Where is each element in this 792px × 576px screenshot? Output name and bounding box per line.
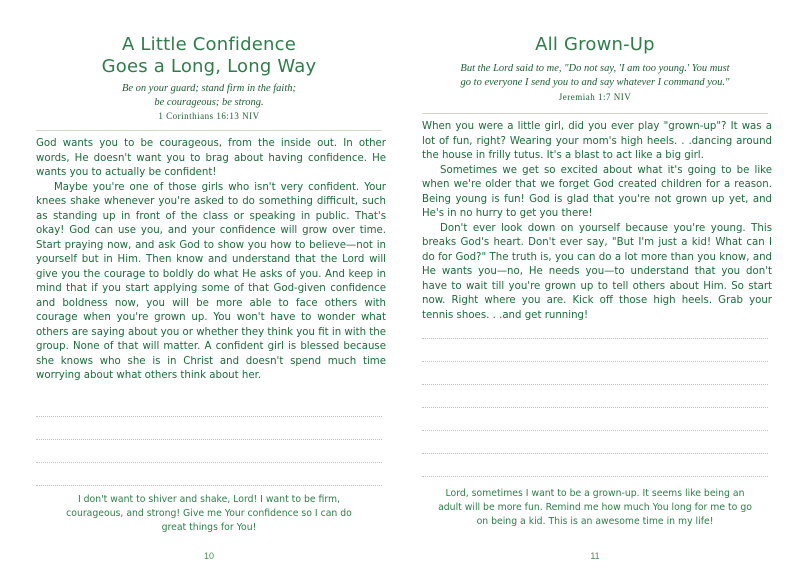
journal-lines[interactable]: [422, 316, 768, 477]
left-page: [26, 0, 392, 576]
page-number: 11: [590, 551, 600, 561]
journal-line[interactable]: [36, 440, 382, 463]
right-page: [412, 0, 778, 576]
scripture-verse: [412, 62, 778, 90]
verse-line-1: But the Lord said to me, "Do not say, 'I am too young.' You must: [460, 63, 730, 74]
paragraph: When you were a little girl, did you ever play "grown-up"? It was a lot of fun, right? Wearing your mom's high heels. . .dancing around the house in frilly tutus. It's a blast to act like a big girl.: [422, 121, 772, 161]
scripture-verse: [26, 82, 392, 110]
page-title: All Grown-Up: [535, 34, 655, 55]
page-title: [26, 34, 392, 78]
verse-line-1: Be on your guard; stand firm in the faith;: [121, 83, 296, 94]
journal-line[interactable]: [422, 385, 768, 408]
journal-line[interactable]: [422, 408, 768, 431]
journal-line[interactable]: [422, 316, 768, 339]
journal-line[interactable]: [422, 431, 768, 454]
scripture-reference: 1 Corinthians 16:13 NIV: [158, 111, 260, 121]
journal-line[interactable]: [422, 339, 768, 362]
title-line-2: Goes a Long, Long Way: [101, 56, 317, 77]
paragraph: Don't ever look down on yourself because you're young. This breaks God's heart. Don't ever say, "But I'm just a kid! What can I do for God?" The truth is, you can do a lot more than you know, and He wants you—no, He needs you—to understand that you don't have to wait till you're grown up to tell others about Him. So start now. Right where you are. Kick off those high heels. Grab your tennis shoes. . .and get running!: [422, 222, 772, 321]
devotional-text: [422, 120, 772, 323]
scripture-reference: Jeremiah 1:7 NIV: [558, 92, 632, 102]
divider: [36, 130, 382, 131]
paragraph: God wants you to be courageous, from the inside out. In other words, He doesn't want you to brag about having confidence. He wants you to actually be confident!: [36, 138, 386, 178]
verse-line-2: go to everyone I send you to and say whatever I command you.": [460, 77, 730, 88]
divider: [422, 113, 768, 114]
prayer-text: Lord, sometimes I want to be a grown-up. It seems like being an adult will be more fun. Remind me how much You long for me to go on being a kid. This is an awesome time in my life!: [438, 488, 752, 527]
page-number: 10: [203, 551, 214, 561]
title-line-1: A Little Confidence: [122, 34, 296, 55]
paragraph: Sometimes we get so excited about what it's going to be like when we're older that we forget God created children for a reason. Being young is fun! God is glad that you're not grown up yet, and He's in no hurry to get you there!: [422, 164, 772, 219]
journal-line[interactable]: [36, 394, 382, 417]
verse-line-2: be courageous; be strong.: [154, 97, 264, 108]
journal-lines[interactable]: [36, 394, 382, 486]
paragraph: Maybe you're one of those girls who isn't very confident. Your knees shake whenever you're asked to do something difficult, such as standing up in front of the class or speaking in public. That's okay! God can use you, and your confidence will grow over time. Start praying now, and ask God to show you how to believe—not in yourself but in Him. Then know and understand that the Lord will give you the courage to boldly do what He asks of you. And keep in mind that if you start applying some of that God-given confidence and boldness now, you will be more able to face others with courage when you're grown up. You won't have to wonder what others are saying about you or whether they think you fit in with the group. None of that will matter. A confident girl is blessed because she knows who she is in Christ and doesn't spend much time worrying about what others think about her.: [36, 181, 386, 381]
journal-line[interactable]: [422, 454, 768, 477]
journal-line[interactable]: [36, 417, 382, 440]
devotional-text: [36, 137, 386, 384]
journal-line[interactable]: [36, 463, 382, 486]
journal-line[interactable]: [422, 362, 768, 385]
prayer-text: I don't want to shiver and shake, Lord! I want to be firm, courageous, and strong! Give me Your confidence so I can do great things for You!: [66, 494, 352, 533]
